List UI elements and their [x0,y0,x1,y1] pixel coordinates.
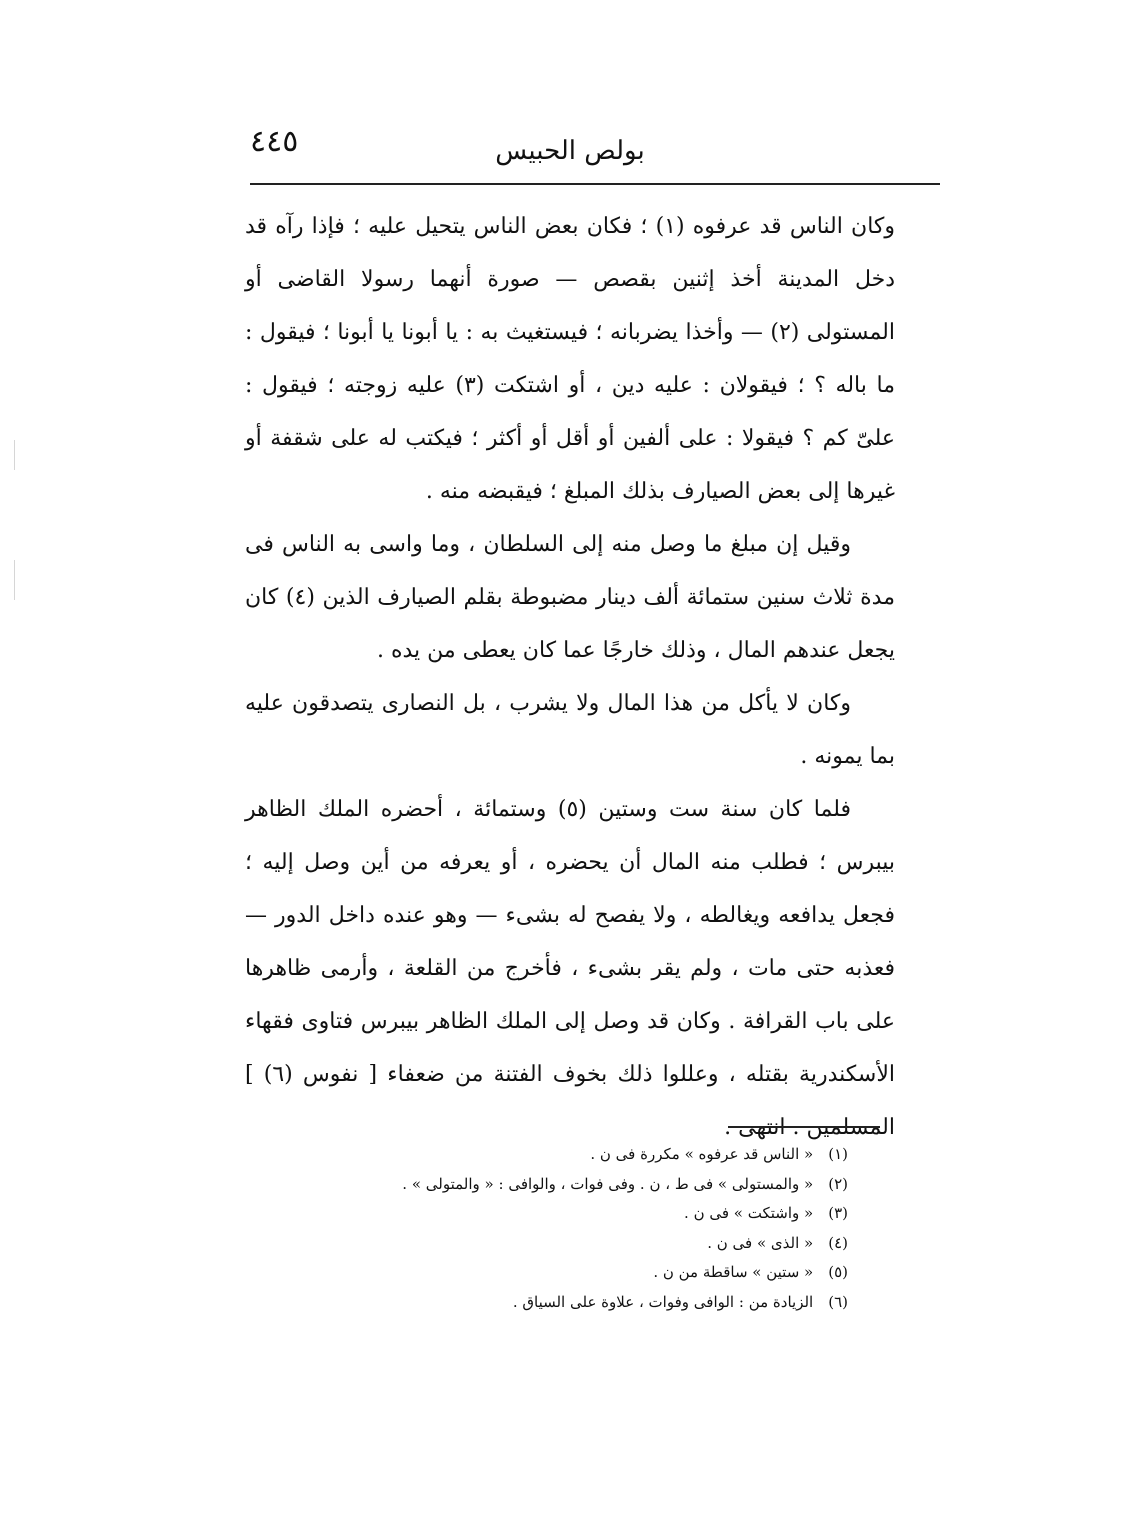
paragraph: فلما كان سنة ست وستين (٥) وستمائة ، أحضره الملك الظاهر بيبرس ؛ فطلب منه المال أن يحضره ، أو يعرفه من أين وصل إليه ؛ فجعل يدافعه ويغالطه ، ولا يفصح له بشىء — وهو عنده داخل الدور — فعذبه حتى مات ، ولم يقر بشىء ، فأخرج من القلعة ، وأرمى ظاهرها على باب القرافة . وكان قد وصل إلى الملك الظاهر بيبرس فتاوى فقهاء الأسكندرية بقتله ، وعللوا ذلك بخوف الفتنة من ضعفاء [ نفوس (٦) ] المسلمين . انتهى . [245,797,896,1140]
footnote-number: (٣) [828,1204,848,1222]
footnote [320,1170,848,1200]
footnotes-list [320,1140,848,1317]
footnote [320,1258,848,1288]
paragraph: وكان لا يأكل من هذا المال ولا يشرب ، بل النصارى يتصدقون عليه بما يمونه . [245,691,895,769]
footnote-text: « ستين » ساقطة من ن . [653,1263,814,1281]
footnote-text: الزيادة من : الوافى وفوات ، علاوة على السياق . [512,1292,814,1311]
footnote [320,1199,848,1229]
scan-margin-line [14,560,15,600]
footnote-text: « واشتكت » فى ن . [684,1204,814,1222]
footnote-number: (١) [828,1145,848,1163]
body-text [245,200,895,1154]
scan-margin-line [14,440,15,470]
footnote-text: « الذى » فى ن . [707,1233,814,1252]
footnote-number: (٥) [828,1263,848,1281]
footnote-number: (٢) [828,1174,848,1193]
footnote-text: « والمستولى » فى ط ، ن . وفى فوات ، والوافى : « والمتولى » . [402,1174,814,1193]
footnote-number: (٦) [828,1292,848,1311]
footnote [320,1288,848,1318]
footnote [320,1140,848,1170]
running-header-title: بولص الحبيس [495,136,645,166]
paragraph: وكان الناس قد عرفوه (١) ؛ فكان بعض الناس يتحيل عليه ؛ فإذا رآه قد دخل المدينة أخذ إثنين بقصص — صورة أنهما رسولا القاضى أو المستولى (٢) — وأخذا يضربانه ؛ فيستغيث به : يا أبونا يا أبونا ؛ فيقول : ما باله ؟ ؛ فيقولان : عليه دين ، أو اشتكت (٣) عليه زوجته ؛ فيقول : علىّ كم ؟ فيقولا : على ألفين أو أقل أو أكثر ؛ فيكتب له على شقفة أو غيرها إلى بعض الصيارف بذلك المبلغ ؛ فيقبضه منه . [245,214,895,504]
footnote-number: (٤) [828,1233,848,1252]
footnote-text: « الناس قد عرفوه » مكررة فى ن . [590,1145,814,1163]
footnote [320,1229,848,1259]
page-number: ٤٤٥ [250,124,299,159]
header-rule [250,183,940,185]
footnote-rule [728,1126,880,1128]
paragraph: وقيل إن مبلغ ما وصل منه إلى السلطان ، وما واسى به الناس فى مدة ثلاث سنين ستمائة ألف دينار مضبوطة بقلم الصيارف الذين (٤) كان يجعل عندهم المال ، وذلك خارجًا عما كان يعطى من يده . [245,532,895,663]
